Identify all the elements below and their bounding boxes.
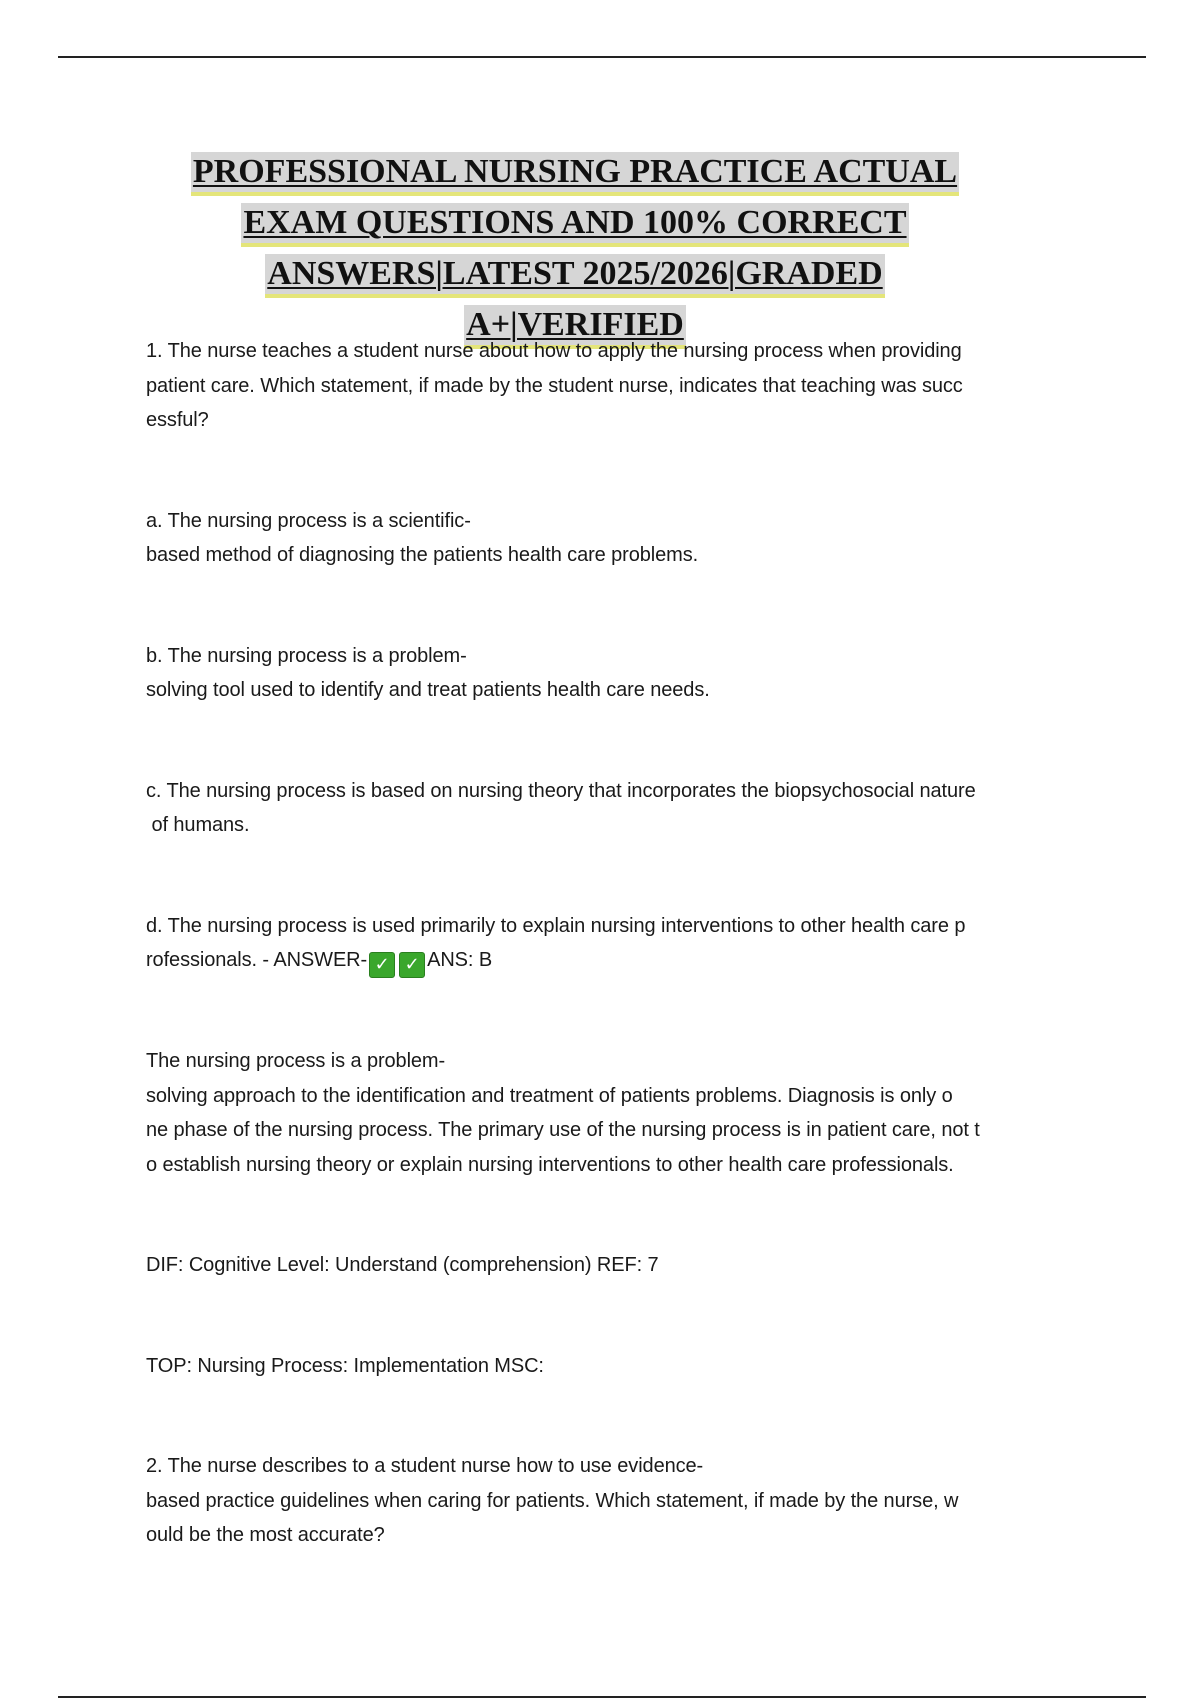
title-line-4: A+|VERIFIED (464, 305, 686, 349)
option-a (146, 504, 1066, 573)
check-icon: ✓ (369, 952, 395, 978)
top-divider (58, 56, 1146, 58)
rationale-line: ne phase of the nursing process. The primary use of the nursing process is in patient care, not t (146, 1119, 980, 1141)
difficulty-reference (146, 1248, 1066, 1283)
option-d-line: d. The nursing process is used primarily to explain nursing interventions to other health care p (146, 914, 966, 937)
question-1-stem-line: 1. The nurse teaches a student nurse about how to apply the nursing process when providing (146, 340, 962, 362)
answer-key: ANS: B (427, 949, 493, 971)
question-2-stem-line: ould be the most accurate? (146, 1524, 385, 1546)
option-c-line: c. The nursing process is based on nursing theory that incorporates the biopsychosocial nature (146, 779, 976, 802)
title-line-1: PROFESSIONAL NURSING PRACTICE ACTUAL (191, 152, 959, 196)
dif-line: DIF: Cognitive Level: Understand (comprehension) REF: 7 (146, 1254, 659, 1276)
option-b (146, 639, 1066, 708)
question-2-stem-line: based practice guidelines when caring for patients. Which statement, if made by the nurse, w (146, 1489, 959, 1512)
option-a-line: a. The nursing process is a scientific- (146, 509, 471, 532)
bottom-divider (58, 1696, 1146, 1698)
top-line: TOP: Nursing Process: Implementation MSC: (146, 1354, 544, 1377)
topic-line (146, 1349, 1066, 1384)
question-2-stem-line: 2. The nurse describes to a student nurse how to use evidence- (146, 1455, 704, 1477)
option-d (146, 909, 1066, 979)
rationale (146, 1044, 1066, 1182)
option-b-line: b. The nursing process is a problem- (146, 644, 467, 667)
question-1-stem-line: patient care. Which statement, if made by the student nurse, indicates that teaching was succ (146, 374, 963, 397)
rationale-line: solving approach to the identification and treatment of patients problems. Diagnosis is only o (146, 1084, 953, 1107)
option-a-line: based method of diagnosing the patients health care problems. (146, 544, 699, 566)
option-c-line: of humans. (146, 814, 250, 836)
document-title (0, 148, 1150, 352)
rationale-line: o establish nursing theory or explain nursing interventions to other health care professionals. (146, 1153, 954, 1176)
document-body (146, 334, 1066, 1553)
option-d-answer-line (146, 943, 1066, 978)
title-line-3: ANSWERS|LATEST 2025/2026|GRADED (265, 254, 884, 298)
rationale-line: The nursing process is a problem- (146, 1050, 446, 1072)
check-icon: ✓ (399, 952, 425, 978)
question-1-stem (146, 334, 1066, 438)
title-line-2: EXAM QUESTIONS AND 100% CORRECT (241, 203, 908, 247)
option-b-line: solving tool used to identify and treat patients health care needs. (146, 679, 710, 701)
question-2-stem (146, 1449, 1066, 1553)
option-c (146, 774, 1066, 843)
option-d-line-prefix: rofessionals. - ANSWER- (146, 949, 368, 971)
question-1-stem-line: essful? (146, 409, 209, 431)
